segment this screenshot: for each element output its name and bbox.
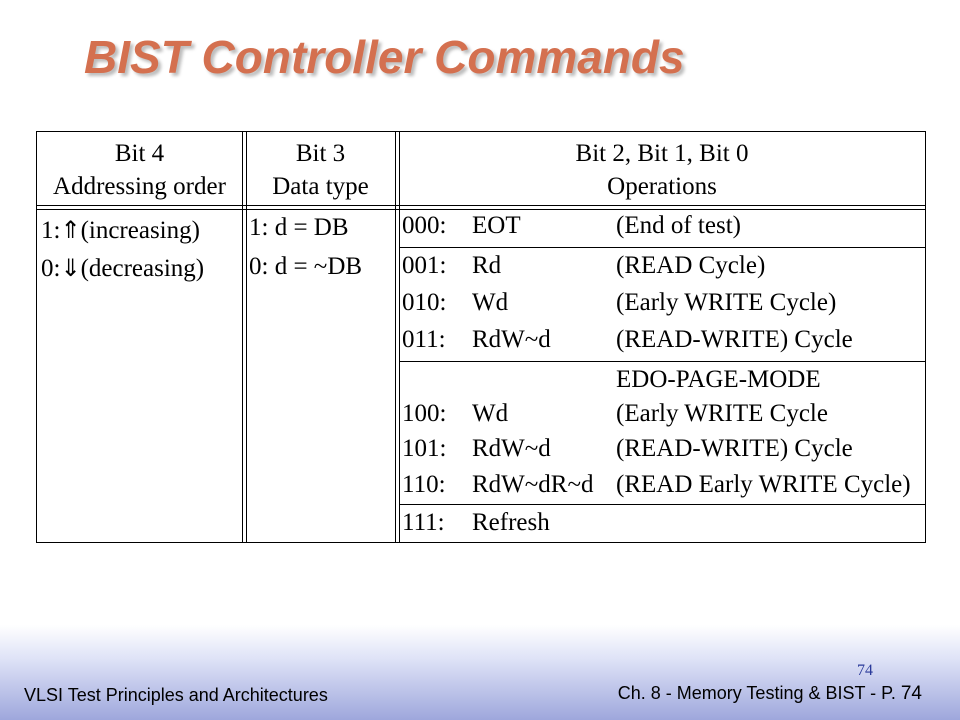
op-code: 010: [402, 289, 447, 316]
commands-table [36, 131, 926, 543]
op-name: Wd [472, 400, 509, 427]
footer-chapter-page [618, 683, 922, 705]
addressing-increasing [41, 211, 200, 250]
op-code: 101: [402, 435, 447, 462]
op-code: 001: [402, 252, 447, 279]
table-divider [395, 132, 396, 542]
table-divider [242, 132, 243, 542]
slide-title: BIST Controller Commands [84, 31, 685, 83]
op-name: Wd [472, 289, 509, 316]
op-desc: (End of test) [616, 212, 741, 239]
addressing-dec-prefix: 0: [41, 255, 61, 282]
header-bit4-line1: Bit 4 [114, 140, 165, 167]
down-double-arrow-icon: ⇓ [60, 254, 81, 282]
footer-chapter: Ch. 8 - Memory Testing & BIST - P. [617, 683, 896, 703]
table-divider [37, 209, 925, 210]
data-type-db: 1: d = DB [249, 214, 349, 241]
op-code: 100: [402, 400, 447, 427]
op-desc: (Early WRITE Cycle) [616, 289, 837, 316]
addressing-dec-text: (decreasing) [80, 255, 205, 282]
addressing-inc-text: (increasing) [80, 217, 200, 244]
op-name: RdW~dR~d [472, 471, 594, 498]
op-code: 000: [402, 212, 447, 239]
slide-number-small: 74 [857, 662, 873, 679]
header-bit4-line2: Addressing order [53, 173, 226, 200]
header-bit210-line2: Operations [607, 173, 717, 200]
op-name: RdW~d [472, 435, 551, 462]
data-type-not-db: 0: d = ~DB [249, 253, 363, 280]
op-code: 111: [402, 509, 445, 536]
op-code: 110: [402, 471, 446, 498]
addressing-decreasing [41, 249, 204, 288]
header-bit4 [37, 137, 242, 203]
addressing-inc-prefix: 1: [41, 217, 61, 244]
op-desc: (Early WRITE Cycle [616, 400, 828, 427]
op-name: RdW~d [472, 326, 551, 353]
group-heading: EDO-PAGE-MODE [616, 366, 821, 393]
op-name: Refresh [472, 509, 550, 536]
op-name: EOT [472, 212, 521, 239]
header-bit3 [246, 137, 395, 203]
footer-page-number: 74 [900, 683, 922, 704]
header-bit3-line2: Data type [272, 173, 369, 200]
table-divider [37, 205, 925, 206]
footer-course-title: VLSI Test Principles and Architectures [24, 685, 328, 705]
table-divider [399, 361, 925, 362]
op-desc: (READ-WRITE) Cycle [616, 435, 853, 462]
op-desc: (READ Cycle) [616, 252, 766, 279]
op-desc: (READ Early WRITE Cycle) [616, 471, 911, 498]
header-bit3-line1: Bit 3 [295, 140, 346, 167]
table-divider [399, 247, 925, 248]
op-desc: (READ-WRITE) Cycle [616, 326, 853, 353]
header-bit210-line1: Bit 2, Bit 1, Bit 0 [575, 140, 749, 167]
op-code: 011: [402, 326, 446, 353]
up-double-arrow-icon: ⇑ [60, 216, 81, 244]
header-bit210 [399, 137, 925, 203]
op-name: Rd [472, 252, 502, 279]
table-divider [399, 504, 925, 505]
